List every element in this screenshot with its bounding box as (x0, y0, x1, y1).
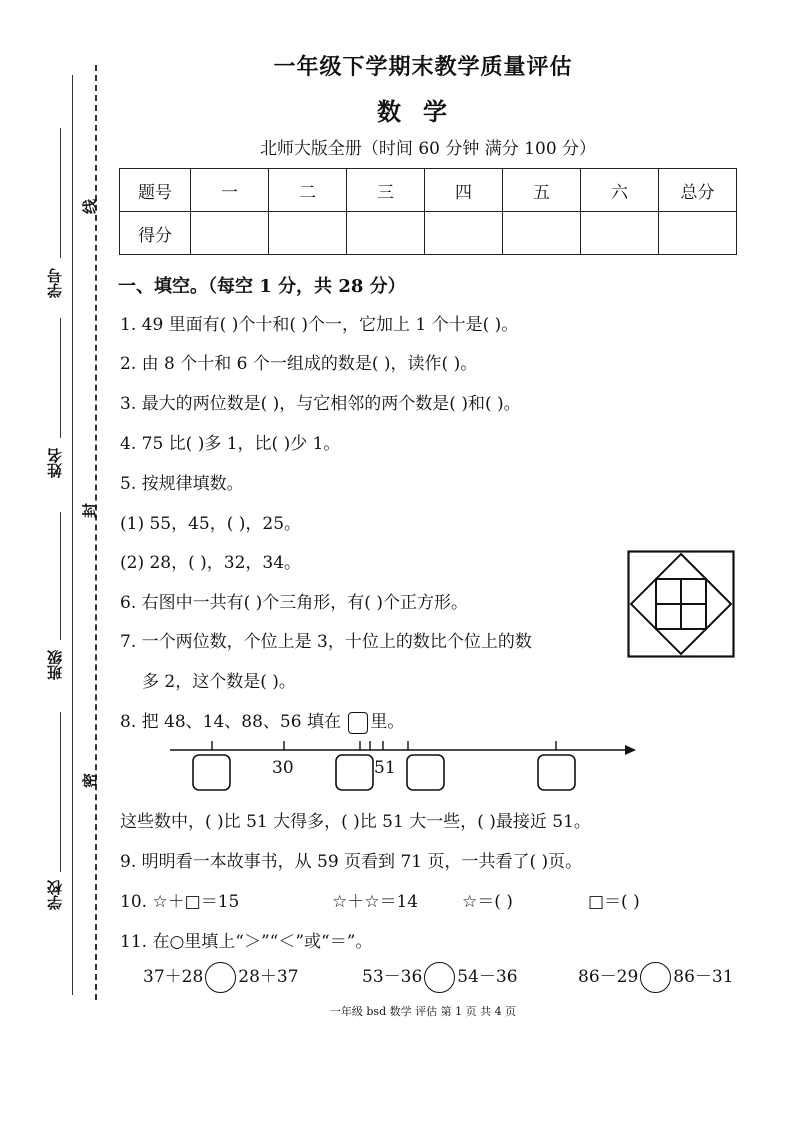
compare-right: 54－36 (457, 967, 518, 987)
answer-box (407, 755, 444, 790)
answer-box (538, 755, 575, 790)
compare-right: 28＋37 (238, 967, 299, 987)
table-cell: 题号 (120, 169, 191, 212)
score-table-header-row (120, 169, 737, 212)
question-9: 9. 明明看一本故事书，从 59 页看到 71 页，一共看了( )页。 (120, 852, 583, 872)
compare-left: 86－29 (578, 967, 639, 987)
seal-char-xian: 线 (81, 198, 100, 215)
score-blank-cell[interactable] (347, 212, 425, 255)
table-cell: 二 (269, 169, 347, 212)
question-1: 1. 49 里面有( )个十和( )个一，它加上 1 个十是( )。 (120, 315, 519, 335)
question-5: 5. 按规律填数。 (120, 474, 244, 494)
margin-solid-line (72, 75, 73, 995)
question-2: 2. 由 8 个十和 6 个一组成的数是( )，读作( )。 (120, 354, 478, 374)
student-id-label: 学号 (46, 268, 64, 298)
answer-box-icon (348, 712, 368, 734)
question-8-text: 8. 把 48、14、88、56 填在 (120, 712, 341, 732)
question-11: 11. 在○里填上“＞”“＜”或“＝”。 (120, 932, 373, 952)
question-4: 4. 75 比( )多 1，比( )少 1。 (120, 434, 341, 454)
question-7-line-2: 多 2，这个数是( )。 (142, 672, 296, 692)
student-name-label: 姓名 (46, 448, 64, 478)
table-cell: 得分 (120, 212, 191, 255)
answer-box (193, 755, 230, 790)
compare-right: 86－31 (673, 967, 734, 987)
numline-label-51: 51 (374, 758, 396, 778)
question-8-tail: 里。 (370, 712, 405, 732)
square-triangle-figure (627, 550, 735, 658)
table-cell: 五 (503, 169, 581, 212)
school-blank (60, 712, 61, 872)
school-label: 学校 (46, 880, 64, 910)
number-line (170, 735, 640, 795)
score-blank-cell[interactable] (425, 212, 503, 255)
question-10-a: 10. ☆＋□＝15 (120, 892, 240, 912)
question-7-line-1: 7. 一个两位数，个位上是 3，十位上的数比个位上的数 (120, 632, 532, 652)
exam-title: 一年级下学期末教学质量评估 (273, 54, 573, 80)
answer-box (336, 755, 373, 790)
question-10-b: ☆＋☆＝14 (332, 892, 419, 912)
compare-item-2 (362, 962, 518, 993)
question-5-part-2: (2) 28，( )，32，34。 (120, 553, 302, 573)
section-heading: 一、填空。（每空 1 分，共 28 分） (118, 276, 406, 297)
score-blank-cell[interactable] (191, 212, 269, 255)
table-cell: 四 (425, 169, 503, 212)
question-3: 3. 最大的两位数是( )，与它相邻的两个数是( )和( )。 (120, 394, 521, 414)
numline-label-30: 30 (272, 758, 294, 778)
question-10-d: □＝( ) (588, 892, 640, 912)
score-blank-cell[interactable] (269, 212, 347, 255)
compare-item-1 (143, 962, 299, 993)
class-blank (60, 512, 61, 640)
compare-item-3 (578, 962, 734, 993)
question-6: 6. 右图中一共有( )个三角形，有( )个正方形。 (120, 593, 468, 613)
table-cell: 一 (191, 169, 269, 212)
question-8 (120, 707, 404, 734)
edition-info: 北师大版全册（时间 60 分钟 满分 100 分） (259, 139, 597, 159)
score-blank-cell[interactable] (503, 212, 581, 255)
table-cell: 三 (347, 169, 425, 212)
seal-char-feng: 封 (81, 502, 100, 519)
seal-char-mi: 密 (81, 772, 100, 789)
subject-title: 数学 (377, 97, 469, 126)
score-table (119, 168, 737, 255)
question-10-c: ☆＝( ) (462, 892, 513, 912)
class-label: 班级 (46, 650, 64, 680)
score-blank-cell[interactable] (659, 212, 737, 255)
score-table-score-row (120, 212, 737, 255)
table-cell: 六 (581, 169, 659, 212)
page-footer: 一年级 bsd 数学 评估 第 1 页 共 4 页 (329, 1005, 517, 1018)
compare-circle-icon[interactable] (640, 962, 671, 993)
compare-left: 53－36 (362, 967, 423, 987)
table-cell: 总分 (659, 169, 737, 212)
student-name-blank (60, 318, 61, 438)
compare-circle-icon[interactable] (424, 962, 455, 993)
question-5-part-1: (1) 55，45，( )，25。 (120, 514, 302, 534)
question-8-part-2: 这些数中，( )比 51 大得多，( )比 51 大一些，( )最接近 51。 (120, 812, 591, 832)
score-blank-cell[interactable] (581, 212, 659, 255)
compare-circle-icon[interactable] (205, 962, 236, 993)
compare-left: 37＋28 (143, 967, 204, 987)
